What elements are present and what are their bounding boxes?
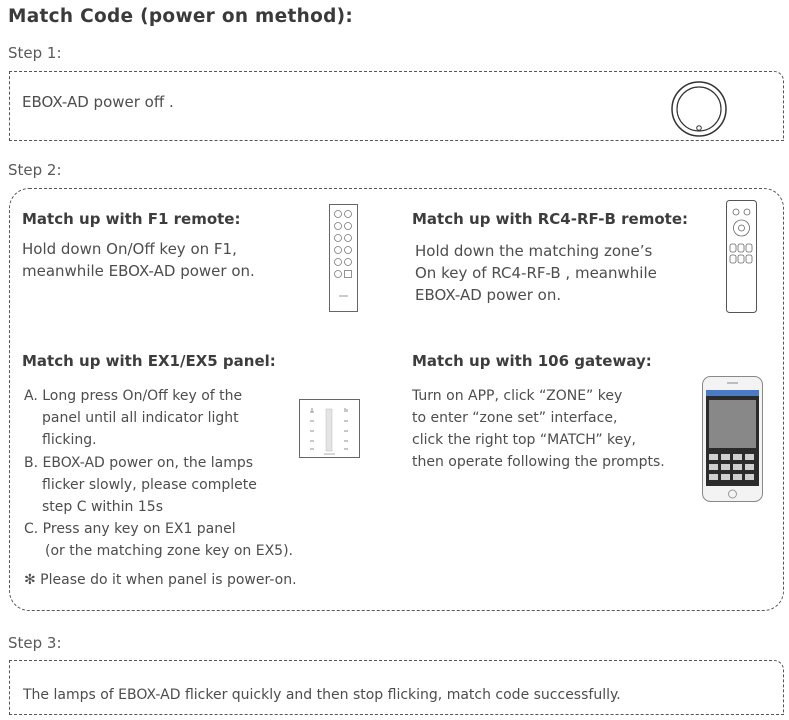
- gw-heading: Match up with 106 gateway:: [412, 352, 652, 370]
- ex-panel-icon: [299, 399, 361, 459]
- f1-heading: Match up with F1 remote:: [22, 210, 241, 228]
- step3-text: The lamps of EBOX-AD flicker quickly and then stop flicking, match code successfully.: [23, 687, 621, 703]
- step3-box: [9, 660, 784, 715]
- rc4-line-2: On key of RC4-RF-B , meanwhile: [415, 264, 657, 282]
- ex-line-5: flicker slowly, please complete: [42, 477, 257, 493]
- f1-line-2: meanwhile EBOX-AD power on.: [22, 262, 255, 280]
- gw-line-3: click the right top “MATCH” key,: [412, 432, 636, 448]
- step1-box: [9, 71, 784, 141]
- ex-line-8: (or the matching zone key on EX5).: [45, 543, 293, 559]
- ex-line-6: step C within 15s: [42, 499, 163, 515]
- f1-remote-icon: [329, 204, 359, 312]
- gw-line-2: to enter “zone set” interface,: [412, 410, 618, 426]
- rc4-remote-icon: [726, 200, 758, 314]
- ex-note: ✻ Please do it when panel is power-on.: [24, 572, 297, 588]
- rc4-line-1: Hold down the matching zone’s: [415, 242, 653, 260]
- gw-line-1: Turn on APP, click “ZONE” key: [412, 388, 623, 404]
- page-title: Match Code (power on method):: [8, 6, 354, 27]
- smartphone-icon: [702, 376, 764, 502]
- step1-label: Step 1:: [8, 44, 62, 62]
- step1-text: EBOX-AD power off .: [22, 93, 174, 111]
- ex-line-3: flicking.: [42, 432, 97, 448]
- ex-line-2: panel until all indicator light: [42, 410, 239, 426]
- gw-line-4: then operate following the prompts.: [412, 454, 665, 470]
- ebox-ring-icon: [670, 79, 730, 139]
- rc4-line-3: EBOX-AD power on.: [415, 286, 562, 304]
- ex-heading: Match up with EX1/EX5 panel:: [22, 352, 276, 370]
- rc4-heading: Match up with RC4-RF-B remote:: [412, 210, 689, 228]
- f1-line-1: Hold down On/Off key on F1,: [22, 240, 237, 258]
- ex-line-4: B. EBOX-AD power on, the lamps: [24, 455, 254, 471]
- ex-line-1: A. Long press On/Off key of the: [24, 388, 243, 404]
- ex-line-7: C. Press any key on EX1 panel: [24, 521, 236, 537]
- step2-label: Step 2:: [8, 161, 62, 179]
- step3-label: Step 3:: [8, 634, 62, 652]
